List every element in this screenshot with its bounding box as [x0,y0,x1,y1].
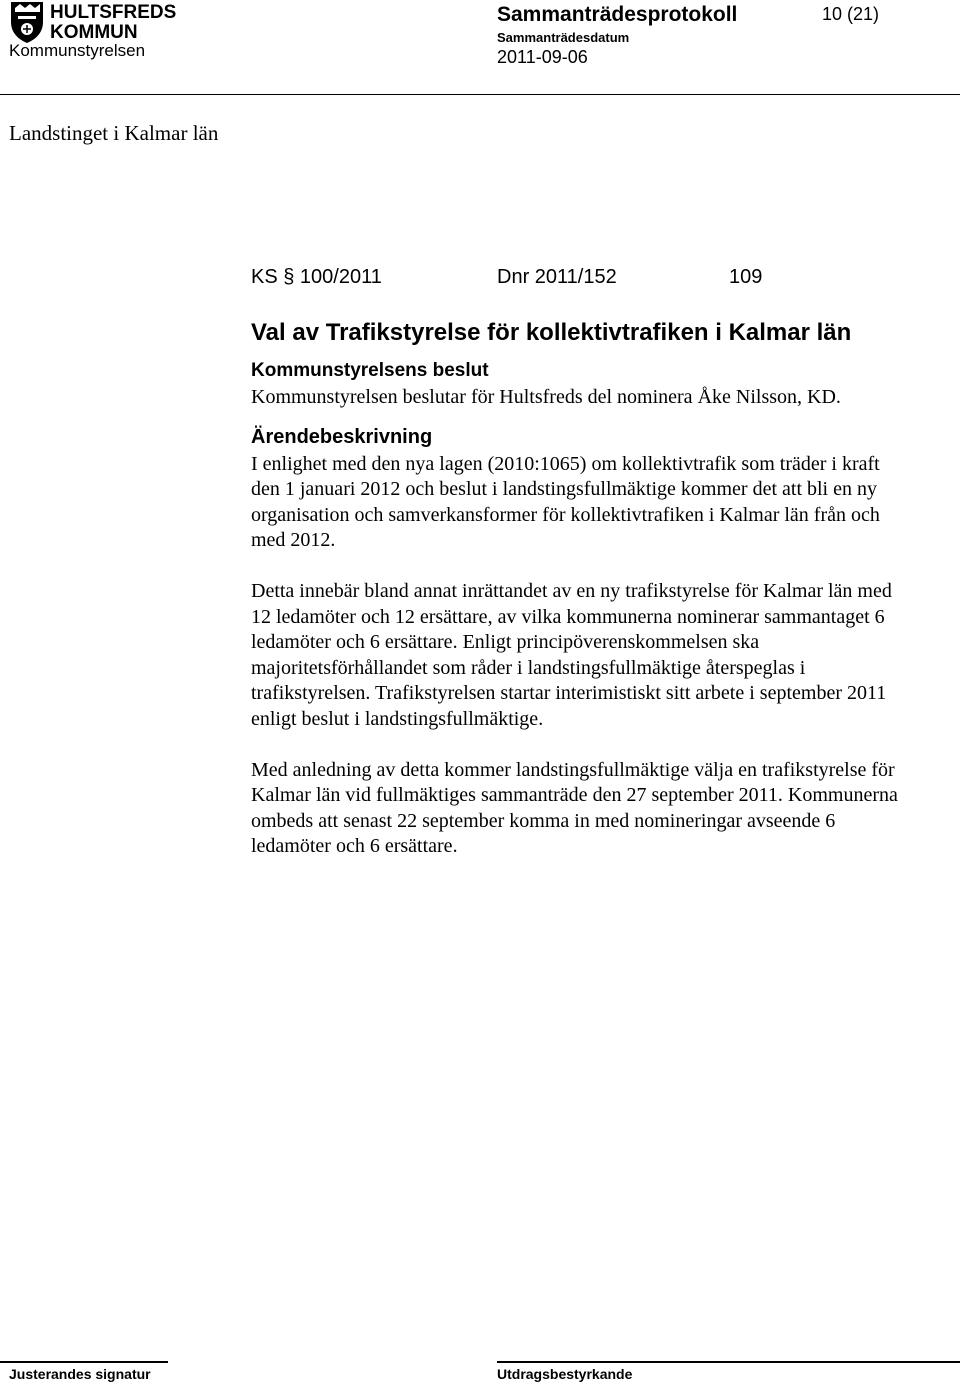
organisation-name: Kommunstyrelsen [9,41,146,60]
header-divider [0,94,960,95]
ks-paragraph-ref: KS § 100/2011 [251,266,382,288]
agenda-item [251,266,911,860]
extract-rule [497,1361,960,1363]
meeting-date-label: Sammanträdesdatum [497,30,630,45]
municipality-logo [10,0,190,44]
signature-rule [0,1361,168,1363]
decision-text: Kommunstyrelsen beslutar för Hultsfreds del nominera Åke Nilsson, KD. [251,386,841,408]
diary-number: Dnr 2011/152 [497,266,617,288]
coat-of-arms-icon [11,2,43,43]
description-paragraph: Detta innebär bland annat inrättandet av en ny trafikstyrelse för Kalmar län med 12 ledamöter och 12 ersättare, av vilka kommunerna nominerar sammantaget 6 ledamöter och 6 ersättare. Enligt principöverenskommelsen ska majoritetsförhållandet som råder i landstingsfullmäktige återspeglas i trafikstyrelsen. Trafikstyrelsen startar interimistiskt sitt arbete i september 2011 enligt beslut i landstingsfullmäktige. [251,580,892,730]
description-paragraph: Med anledning av detta kommer landstingsfullmäktige välja en trafikstyrelse för Kalmar län vid fullmäktiges sammanträde den 27 september 2011. Kommunerna ombeds att senast 22 september komma in med nomineringar avseende 6 ledamöter och 6 ersättare. [251,758,898,857]
description-heading: Ärendebeskrivning [251,425,433,448]
recipient: Landstinget i Kalmar län [9,121,219,145]
logo-text-line2: KOMMUN [50,22,138,43]
item-title: Val av Trafikstyrelse för kollektivtrafiken i Kalmar län [251,319,852,346]
decision-heading: Kommunstyrelsens beslut [251,360,489,381]
reference-row [251,266,911,300]
document-type: Sammanträdesprotokoll [497,3,738,26]
extract-label: Utdragsbestyrkande [497,1366,633,1382]
item-number: 109 [729,266,763,288]
page-number: 10 (21) [822,4,880,24]
logo-text-line1: HULTSFREDS [50,2,177,23]
signature-label: Justerandes signatur [9,1366,151,1382]
description-paragraph: I enlighet med den nya lagen (2010:1065) om kollektivtrafik som träder i kraft den 1 januari 2012 och beslut i landstingsfullmäktige kommer det att bli en ny organisation och samverkansformer för kollektivtrafiken i Kalmar län från och med 2012. [251,452,880,551]
meeting-date: 2011-09-06 [497,47,588,67]
